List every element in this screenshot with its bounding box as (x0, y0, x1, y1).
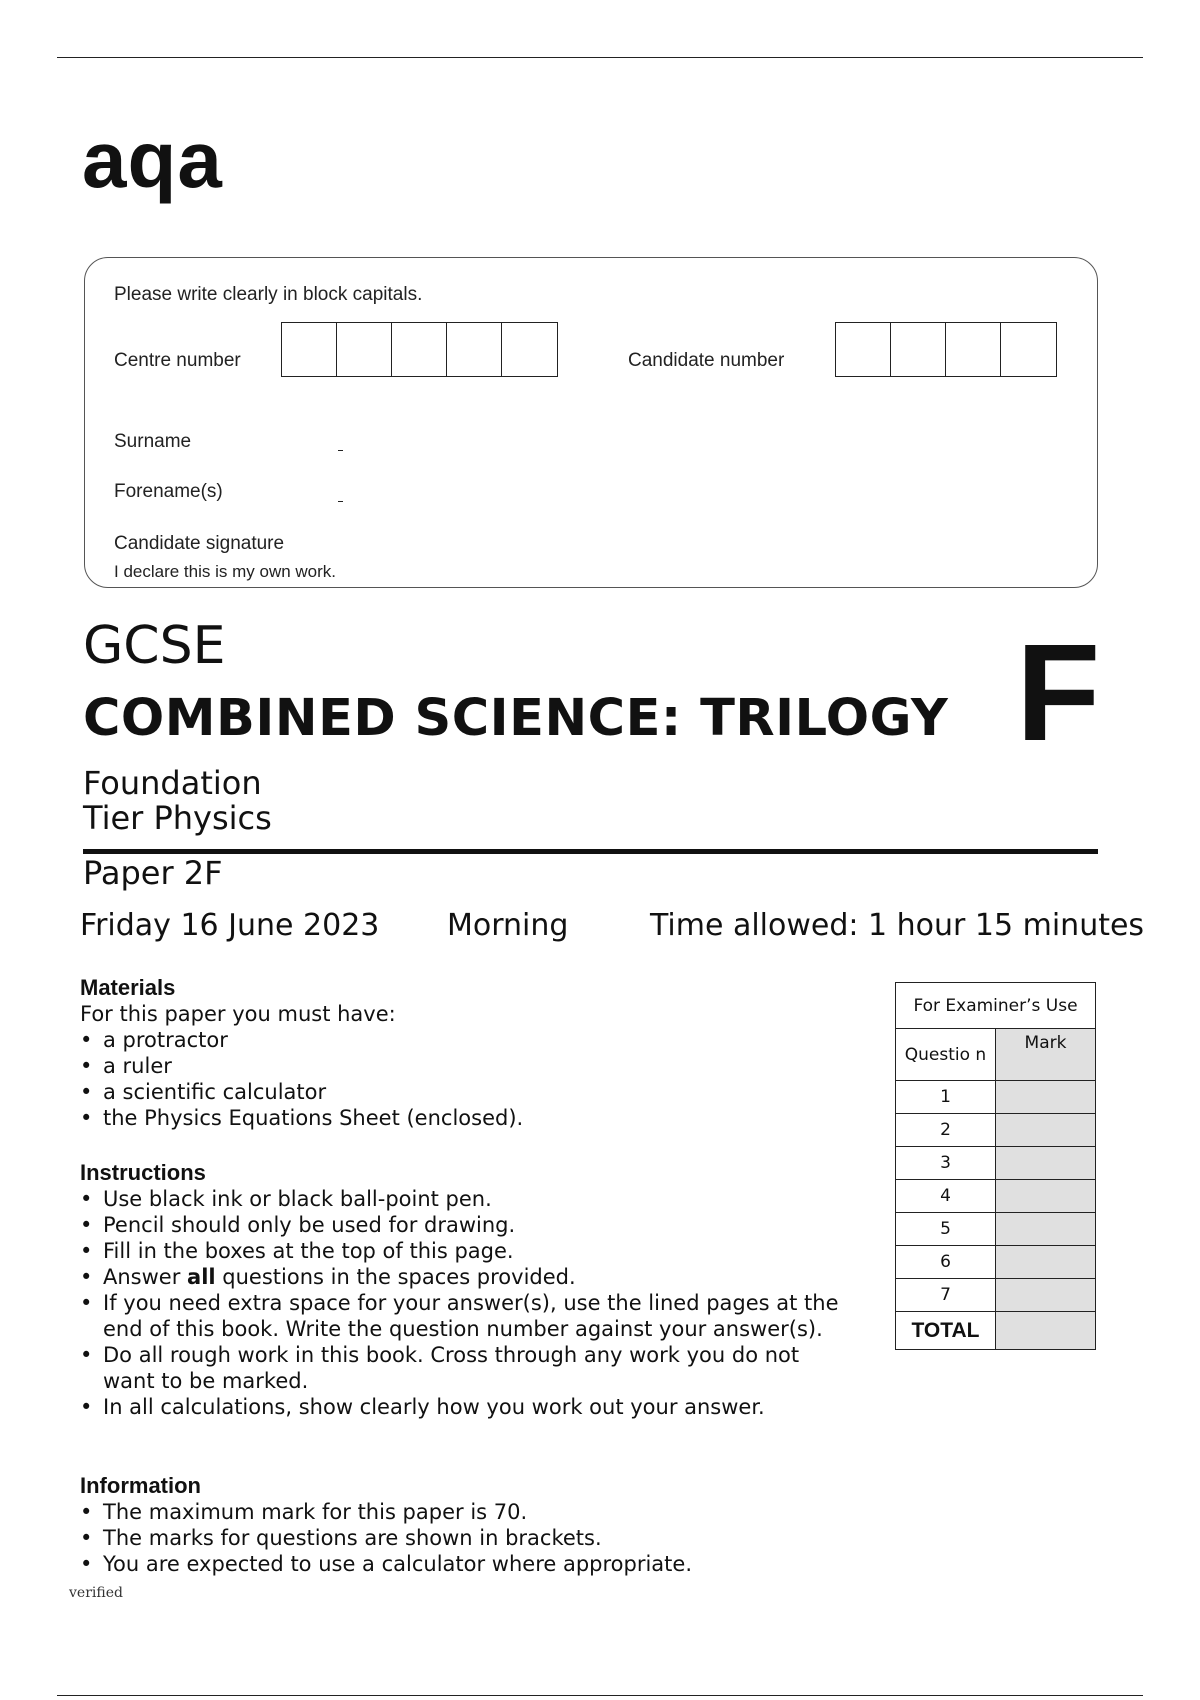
mark-cell[interactable] (996, 1279, 1096, 1312)
list-item: • a ruler (80, 1053, 880, 1079)
information-heading: Information (80, 1473, 201, 1498)
title-divider (83, 849, 1098, 854)
qualification-title: GCSE (83, 616, 226, 676)
mark-cell[interactable] (996, 1081, 1096, 1114)
signature-label: Candidate signature (114, 533, 285, 554)
top-rule (57, 57, 1143, 58)
candidate-digit-box[interactable] (836, 323, 891, 376)
centre-digit-box[interactable] (502, 323, 557, 376)
list-item: • You are expected to use a calculator where appropriate. (80, 1551, 880, 1577)
declaration-text: I declare this is my own work. (114, 562, 337, 581)
list-item: • a scientific calculator (80, 1079, 880, 1105)
centre-digit-box[interactable] (392, 323, 447, 376)
total-label: TOTAL (896, 1312, 996, 1350)
candidate-number-label: Candidate number (628, 350, 785, 371)
total-mark-cell[interactable] (996, 1312, 1096, 1350)
list-item: • the Physics Equations Sheet (enclosed). (80, 1105, 880, 1131)
question-number: 4 (896, 1180, 996, 1213)
mark-cell[interactable] (996, 1246, 1096, 1279)
centre-digit-box[interactable] (447, 323, 502, 376)
verified-note: verified (69, 1585, 123, 1601)
time-allowed: Time allowed: 1 hour 15 minutes (650, 908, 1145, 943)
surname-label: Surname (114, 431, 192, 452)
candidate-details-box (84, 257, 1098, 588)
list-item: • In all calculations, show clearly how you work out your answer. (80, 1394, 840, 1420)
question-column-header: Questio n (896, 1029, 996, 1081)
instructions-heading: Instructions (80, 1160, 206, 1185)
materials-list (80, 1027, 880, 1131)
surname-field[interactable] (338, 450, 343, 451)
tier-line-1: Foundation (83, 764, 262, 802)
information-list (80, 1499, 880, 1577)
question-number: 5 (896, 1213, 996, 1246)
bottom-rule (57, 1695, 1143, 1696)
mark-cell[interactable] (996, 1213, 1096, 1246)
list-item: • Fill in the boxes at the top of this page. (80, 1238, 840, 1264)
mark-cell[interactable] (996, 1147, 1096, 1180)
candidate-number-boxes[interactable] (835, 322, 1057, 377)
centre-number-label: Centre number (114, 350, 241, 371)
list-item-text: questions in the spaces provided. (215, 1265, 576, 1289)
examiner-use-heading: For Examiner’s Use (896, 983, 1096, 1029)
materials-heading: Materials (80, 975, 176, 1000)
list-item (80, 1264, 840, 1290)
candidate-digit-box[interactable] (1001, 323, 1056, 376)
question-number: 2 (896, 1114, 996, 1147)
subject-title: COMBINED SCIENCE: TRILOGY (83, 689, 949, 748)
exam-session: Morning (447, 908, 569, 943)
list-item: • Pencil should only be used for drawing. (80, 1212, 840, 1238)
mark-cell[interactable] (996, 1114, 1096, 1147)
forenames-field[interactable] (338, 501, 343, 502)
aqa-logo: aqa (82, 115, 223, 204)
question-number: 3 (896, 1147, 996, 1180)
centre-number-boxes[interactable] (281, 322, 558, 377)
centre-digit-box[interactable] (337, 323, 392, 376)
exam-date: Friday 16 June 2023 (80, 908, 380, 943)
list-item: • If you need extra space for your answer(s), use the lined pages at the end of this book. Write the question number against your answer(s). (80, 1290, 840, 1342)
emphasis-text: all (187, 1265, 216, 1289)
examiner-use-table (895, 982, 1096, 1350)
instructions-list (80, 1186, 840, 1420)
question-number: 1 (896, 1081, 996, 1114)
tier-line-2: Tier Physics (83, 799, 272, 837)
materials-intro: For this paper you must have: (80, 1002, 396, 1026)
forenames-label: Forename(s) (114, 481, 223, 502)
mark-column-header: Mark (996, 1029, 1096, 1081)
centre-digit-box[interactable] (282, 323, 337, 376)
list-item: • Use black ink or black ball-point pen. (80, 1186, 840, 1212)
paper-code: Paper 2F (83, 854, 223, 892)
tier-letter: F (1016, 616, 1101, 770)
block-capitals-instruction: Please write clearly in block capitals. (114, 284, 423, 305)
list-item: • Do all rough work in this book. Cross through any work you do not want to be marked. (80, 1342, 840, 1394)
candidate-digit-box[interactable] (946, 323, 1001, 376)
tier-name (83, 766, 272, 836)
mark-cell[interactable] (996, 1180, 1096, 1213)
list-item: • The marks for questions are shown in brackets. (80, 1525, 880, 1551)
candidate-digit-box[interactable] (891, 323, 946, 376)
question-number: 7 (896, 1279, 996, 1312)
list-item: • a protractor (80, 1027, 880, 1053)
list-item-text: Answer (103, 1265, 188, 1289)
list-item: • The maximum mark for this paper is 70. (80, 1499, 880, 1525)
question-number: 6 (896, 1246, 996, 1279)
